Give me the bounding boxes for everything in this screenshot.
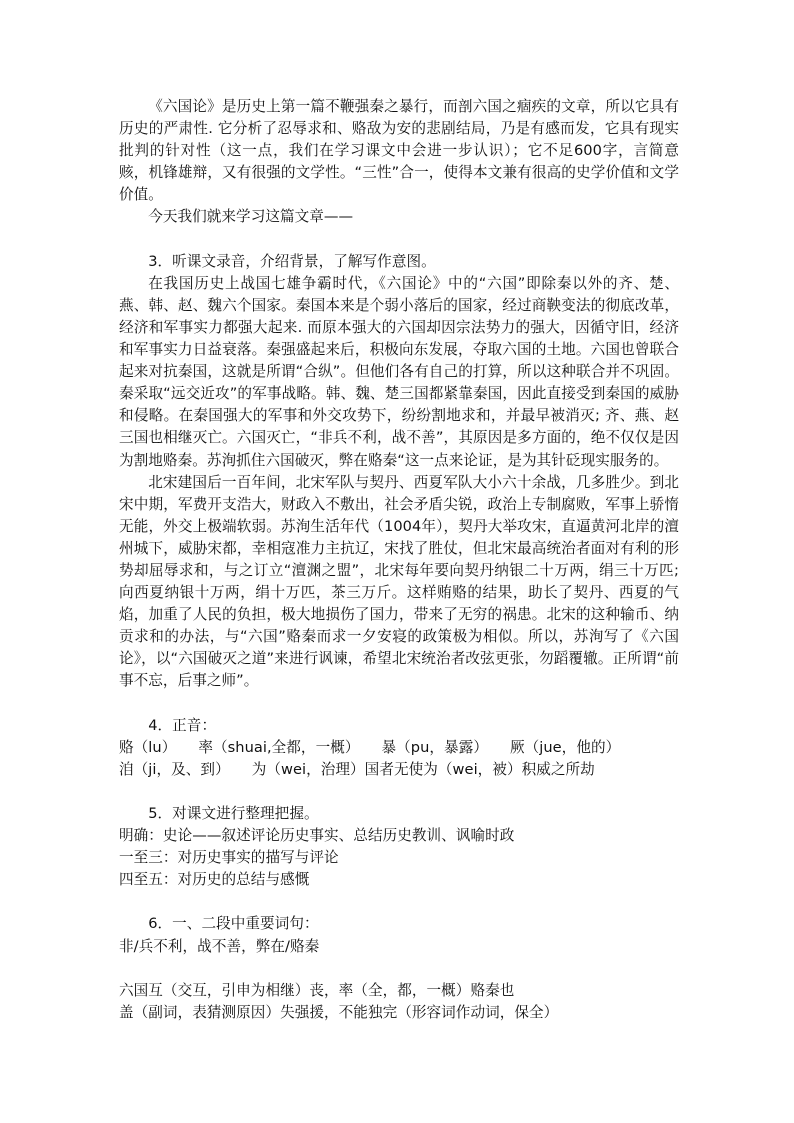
structure-line-2: 一至三：对历史事实的描写与评论 bbox=[119, 849, 339, 867]
key-sentence-line-3: 盖（副词，表猜测原因）失强援，不能独完（形容词作动词，保全） bbox=[119, 1003, 559, 1021]
key-sentence-line-1: 非/兵不利，战不善，弊在/赂秦 bbox=[119, 937, 320, 955]
document-page bbox=[119, 96, 679, 1024]
section-3-background-paragraph: 在我国历史上战国七雄争霸时代，《六国论》中的“六国”即除秦以外的齐、楚、燕、韩、赵、魏六个国家。秦国本来是个弱小落后的国家，经过商鞅变法的彻底改革，经济和军事实力都强大起来. 而原本强大的六国却因宗法势力的强大，因循守旧，经济和军事实力日益衰落。秦强盛起来后，积极向东发展，夺取六国的土地。六国也曾联合起来对抗秦国，这就是所谓“合纵”。但他们各有自己的打算，所以这种联合并不巩固。秦采取“远交近攻”的军事战略。韩、魏、楚三国都紧靠秦国，因此直接受到秦国的威胁和侵略。在秦国强大的军事和外交攻势下，纷纷割地求和，并最早被消灭; 齐、燕、赵三国也相继灭亡。六国灭亡，“非兵不利，战不善”，其原因是多方面的，绝不仅仅是因为割地赂秦。苏洵抓住六国破灭，弊在赂秦“这一点来论证，是为其针砭现实服务的。 bbox=[119, 274, 679, 469]
spacer bbox=[119, 693, 679, 715]
spacer bbox=[119, 781, 679, 803]
structure-line-1: 明确：史论——叙述评论历史事实、总结历史教训、讽喻时政 bbox=[119, 827, 515, 845]
section-3-song-paragraph: 北宋建国后一百年间，北宋军队与契丹、西夏军队大小六十余战，几多胜少。到北宋中期，军费开支浩大，财政入不敷出，社会矛盾尖锐，政治上专制腐败，军事上骄惰无能，外交上极端软弱。苏洵生活年代（1004年），契丹大举攻宋，直逼黄河北岸的澶州城下，威胁宋都，幸相寇准力主抗辽，宋找了胜仗，但北宋最高统治者面对有利的形势却屈辱求和，与之订立“澶渊之盟”，北宋每年要向契丹纳银二十万两，绢三十万匹; 向西夏纳银十万两，绢十万匹，茶三万斤。这样贿赂的结果，助长了契丹、西夏的气焰，加重了人民的负担，极大地损伤了国力，带来了无穷的祸患。北宋的这种输币、纳贡求和的办法，与“六国”赂秦而求一夕安寝的政策极为相似。所以，苏洵写了《六国论》，以“六国破灭之道”来进行讽谏，希望北宋统治者改弦更张，勿蹈覆辙。正所谓“前事不忘，后事之师”。 bbox=[119, 473, 679, 690]
structure-line-3: 四至五：对历史的总结与感慨 bbox=[119, 871, 310, 889]
spacer bbox=[119, 958, 679, 980]
key-sentence-line-2: 六国互（交互，引申为相继）丧，率（全，都，一概）赂秦也 bbox=[119, 981, 515, 999]
spacer bbox=[119, 229, 679, 251]
pronunciation-line-2: 洎（ji，及、到） 为（wei，治理）国者无使为（wei，被）积威之所劫 bbox=[119, 760, 595, 778]
section-5-heading: 5．对课文进行整理把握。 bbox=[148, 805, 319, 822]
intro-transition: 今天我们就来学习这篇文章—— bbox=[148, 208, 354, 226]
section-6-heading: 6．一、二段中重要词句： bbox=[148, 915, 319, 933]
pronunciation-line-1: 赂（lu） 率（shuai,全都，一概） 暴（pu，暴露） 厥（jue，他的） bbox=[119, 738, 621, 756]
intro-paragraph: 《六国论》是历史上第一篇不鞭强秦之暴行，而剖六国之痼疾的文章，所以它具有历史的严肃性. 它分析了忍辱求和、赂敌为安的悲剧结局，乃是有感而发，它具有现实批判的针对性（这一点，我们在学习课文中会进一步认识）；它不足600字，言简意赅，机锋雄辩，又有很强的文学性。“三性”合一，使得本文兼有很高的史学价值和文学价值。 bbox=[119, 98, 679, 204]
section-3-heading: 3．听课文录音，介绍背景，了解写作意图。 bbox=[148, 252, 436, 270]
spacer bbox=[119, 891, 679, 913]
section-4-heading: 4．正音： bbox=[148, 716, 217, 734]
